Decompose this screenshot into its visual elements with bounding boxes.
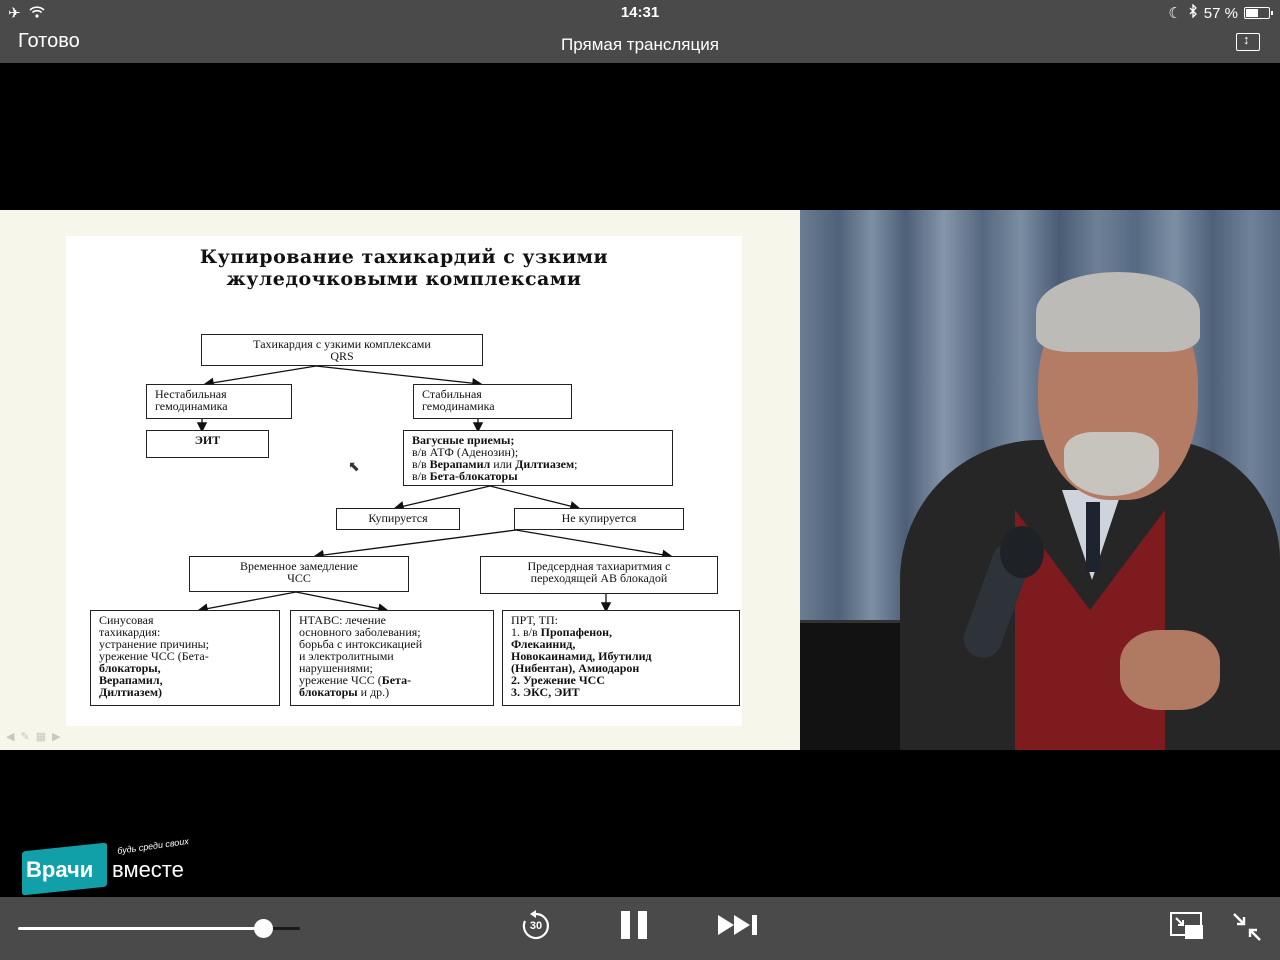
moon-icon: ☾ [1168, 5, 1182, 22]
box-text: ЭИТ [194, 433, 221, 447]
box-text-bold: Бета-блокаторы [429, 469, 518, 483]
box-text-bold: Новокаинамид, Ибутилид [511, 649, 652, 663]
box-eit [146, 430, 269, 458]
speaker-tie [1086, 502, 1100, 572]
box-text-bold: 2. Урежение ЧСС [511, 673, 605, 687]
battery-fill [1246, 9, 1258, 17]
logo-tagline: будь среди своих [116, 836, 190, 856]
box-text: нарушениями; [299, 661, 373, 675]
mouse-cursor-icon: ⬉ [348, 458, 360, 474]
box-text-bold: блокаторы, [99, 661, 161, 675]
pip-icon [1170, 912, 1204, 940]
microphone-icon [1000, 526, 1044, 578]
box-text-bold: Флекаинид, [511, 637, 576, 651]
box-text: или [490, 457, 516, 471]
slide-navigation-icons [6, 730, 61, 743]
logo-word2: вместе [112, 857, 184, 882]
box-text: Стабильная [422, 387, 482, 401]
box-text: борьба с интоксикацией [299, 637, 423, 651]
status-bar [0, 0, 1280, 26]
box-atrial-tachyarrhythmia [480, 556, 718, 594]
slide-pen-icon: ✎ [20, 731, 30, 743]
box-text-bold: Дилтиазем [515, 457, 575, 471]
box-text-bold: Верапамил, [99, 673, 163, 687]
box-text: Купируется [368, 511, 428, 525]
box-text: Временное замедление [240, 559, 358, 573]
box-text: урежение ЧСС (Бета- [99, 649, 209, 663]
box-text: ; [574, 457, 578, 471]
box-text-bold: Бета- [381, 673, 412, 687]
box-text [511, 686, 731, 698]
logo-word1: Врачи [26, 857, 94, 882]
box-text: и др.) [357, 685, 390, 699]
volume-thumb[interactable] [254, 919, 273, 938]
box-temporary-slowdown [189, 556, 409, 592]
exit-fullscreen-button[interactable] [1232, 912, 1262, 942]
box-text-bold: (Нибентан), Амиодарон [511, 661, 640, 675]
box-text-bold: Пропафенон, [540, 625, 613, 639]
box-text: Синусовая [99, 613, 154, 627]
nav-title: Прямая трансляция [561, 35, 719, 54]
box-text-bold: 3. ЭКС, ЭИТ [511, 685, 580, 699]
skip-back-30-button[interactable] [520, 910, 552, 942]
picture-in-picture-button[interactable] [1170, 912, 1204, 940]
box-text: устранение причины; [99, 637, 210, 651]
skip-back-seconds: 30 [529, 920, 543, 932]
status-right [1168, 4, 1270, 22]
box-text-bold: блокаторы [299, 685, 358, 699]
speaker-hand [1120, 630, 1220, 710]
top-bar [0, 0, 1280, 63]
expand-video-button[interactable] [1236, 33, 1260, 51]
done-button[interactable]: Готово [18, 30, 80, 52]
box-text: в/в АТФ (Аденозин); [412, 445, 519, 459]
box-text: QRS [330, 349, 354, 363]
box-text [99, 686, 271, 698]
slide-content [66, 236, 742, 726]
slide-title-line1: Купирование тахикардий с узкими [199, 246, 609, 268]
battery-percent: 57 % [1203, 4, 1238, 22]
box-text-bold: Вагусные приемы; [412, 433, 515, 447]
box-text: переходящей АВ блокадой [530, 571, 668, 585]
slide-next-icon: ▶ [52, 731, 61, 743]
pause-icon [621, 911, 630, 939]
vrachi-vmeste-logo [22, 836, 198, 897]
box-text: 1. в/в [511, 625, 541, 639]
box-sinus-tachycardia [90, 610, 280, 706]
airplane-icon: ✈ [8, 5, 21, 22]
skip-forward-button[interactable] [716, 914, 760, 936]
box-text [299, 686, 485, 698]
bluetooth-icon [1188, 4, 1198, 22]
box-stable-hemodynamics [413, 384, 572, 419]
volume-slider[interactable] [18, 927, 300, 930]
box-text: в/в [412, 457, 430, 471]
box-text: Предсердная тахиаритмия с [527, 559, 671, 573]
slide-menu-icon: ▦ [35, 731, 47, 743]
speaker-beard [1064, 432, 1159, 496]
box-prt-tp [502, 610, 740, 706]
speaker-camera-feed [800, 210, 1280, 750]
presentation-slide [0, 210, 800, 750]
box-text [412, 470, 664, 482]
box-text: ЧСС [287, 571, 311, 585]
box-text: гемодинамика [155, 399, 228, 413]
status-time: 14:31 [620, 4, 660, 21]
slide-prev-icon: ◀ [6, 731, 15, 743]
battery-icon [1244, 7, 1270, 19]
box-text: Тахикардия с узкими комплексами [253, 337, 431, 351]
box-text-bold: Верапамил [429, 457, 491, 471]
box-text: и электролитными [299, 649, 394, 663]
box-not-stopped [514, 508, 684, 530]
playback-controls [0, 897, 1280, 960]
box-text: основного заболевания; [299, 625, 421, 639]
slide-title-line2: жуледочковыми комплексами [226, 268, 582, 290]
video-player[interactable] [0, 63, 1280, 897]
box-text-bold: Дилтиазем) [99, 685, 163, 699]
box-vagal-maneuvers [403, 430, 673, 486]
volume-fill [18, 927, 263, 930]
box-text: урежение ЧСС ( [299, 673, 382, 687]
box-stopped [336, 508, 460, 530]
box-ntavs [290, 610, 494, 706]
pause-icon [638, 911, 647, 939]
shrink-icon [1232, 912, 1262, 942]
box-unstable-hemodynamics [146, 384, 292, 419]
nav-bar [0, 26, 1280, 63]
pause-button[interactable] [621, 911, 647, 939]
box-text: гемодинамика [422, 399, 495, 413]
box-text: ПРТ, ТП: [511, 613, 558, 627]
box-text: НТАВС: лечение [299, 613, 386, 627]
box-text: Не купируется [561, 511, 637, 525]
box-text: в/в [412, 469, 430, 483]
box-narrow-qrs-tachycardia [201, 334, 483, 366]
speaker-hair [1036, 272, 1200, 352]
box-text: тахикардия: [99, 625, 161, 639]
box-text: Нестабильная [155, 387, 227, 401]
fast-forward-icon [716, 914, 760, 936]
